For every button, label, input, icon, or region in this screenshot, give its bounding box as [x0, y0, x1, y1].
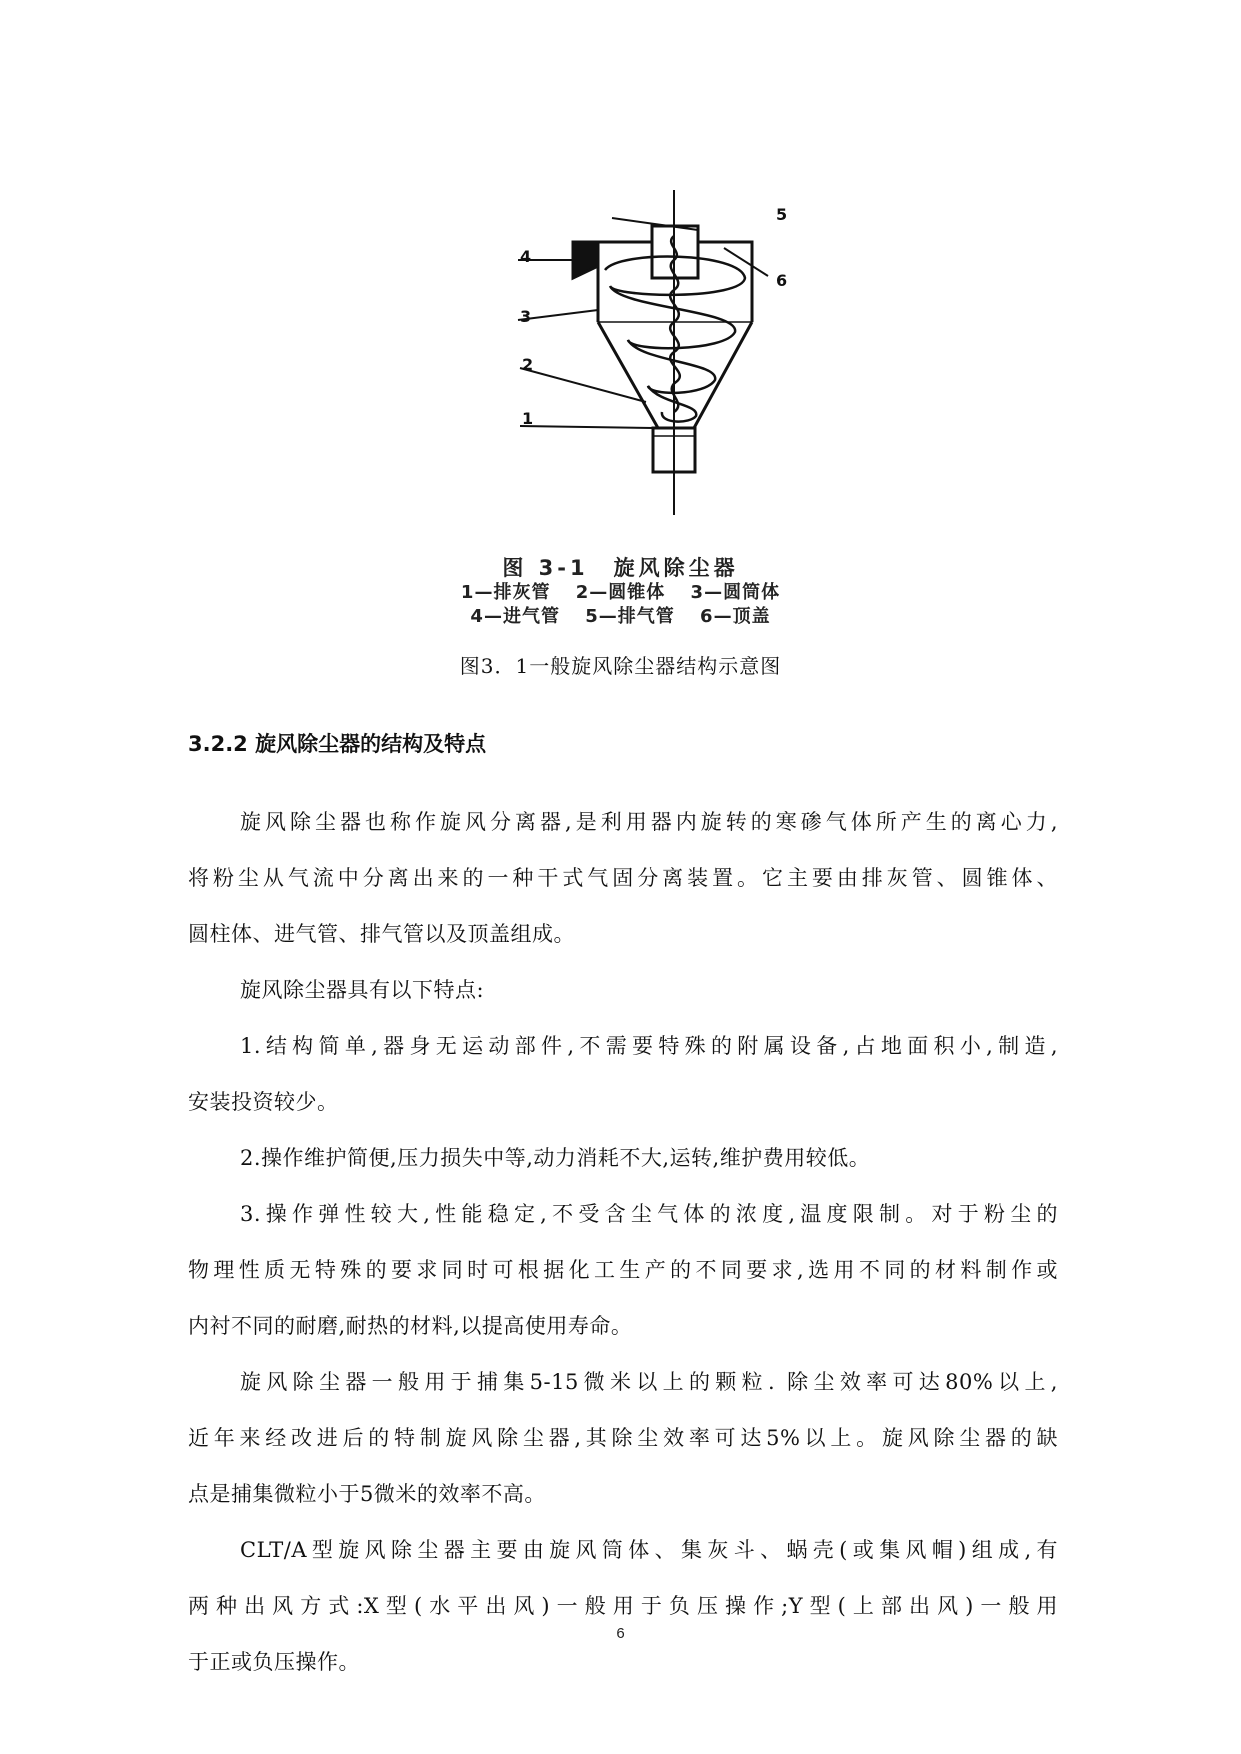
section-heading: 3.2.2 旋风除尘器的结构及特点: [188, 732, 487, 756]
text-line: 旋风除尘器一般用于捕集5-15微米以上的颗粒. 除尘效率可达80%以上,: [240, 1370, 1058, 1394]
inlet-pipe: [573, 242, 598, 278]
text-line: 内衬不同的耐磨,耐热的材料,以提高使用寿命。: [188, 1314, 633, 1338]
figure-legend-line-2: [0, 602, 1241, 628]
callout-2: 2: [522, 355, 534, 374]
text-line: 圆柱体、进气管、排气管以及顶盖组成。: [188, 922, 575, 946]
text-line: 将粉尘从气流中分离出来的一种干式气固分离装置。它主要由排灰管、圆锥体、: [188, 866, 1058, 890]
page-number: 6: [616, 1625, 625, 1642]
text-line: 3.操作弹性较大,性能稳定,不受含尘气体的浓度,温度限制。对于粉尘的: [240, 1202, 1058, 1226]
legend-item: 3—圆筒体: [690, 582, 781, 603]
text-line: 两种出风方式:X型(水平出风)一般用于负压操作;Y型(上部出风)一般用: [188, 1594, 1058, 1618]
text-line: 1.结构简单,器身无运动部件,不需要特殊的附属设备,占地面积小,制造,: [240, 1034, 1058, 1058]
callout-3: 3: [520, 307, 532, 326]
figure-caption: 图3．1一般旋风除尘器结构示意图: [459, 654, 782, 678]
text-line: 安装投资较少。: [188, 1090, 339, 1114]
body-text: [188, 794, 1058, 1690]
legend-item: 4—进气管: [470, 606, 560, 627]
legend-item: 6—顶盖: [700, 606, 771, 627]
text-line: CLT/A型旋风除尘器主要由旋风筒体、集灰斗、蜗壳(或集风帽)组成,有: [240, 1538, 1058, 1562]
text-line: 旋风除尘器具有以下特点:: [240, 978, 485, 1002]
callout-6: 6: [776, 271, 788, 290]
legend-item: 1—排灰管: [460, 582, 551, 603]
text-line: 物理性质无特殊的要求同时可根据化工生产的不同要求,选用不同的材料制作或: [188, 1258, 1058, 1282]
figure-legend-line-1: [0, 578, 1241, 604]
text-line: 于正或负压操作。: [188, 1650, 360, 1674]
legend-item: 5—排气管: [585, 606, 675, 627]
text-line: 2.操作维护简便,压力损失中等,动力消耗不大,运转,维护费用较低。: [240, 1146, 871, 1170]
callout-4: 4: [520, 247, 532, 266]
callout-5: 5: [776, 205, 788, 224]
text-line: 旋风除尘器也称作旋风分离器,是利用器内旋转的寒碜气体所产生的离心力,: [240, 810, 1058, 834]
text-line: 点是捕集微粒小于5微米的效率不高。: [188, 1482, 546, 1506]
text-line: 近年来经改进后的特制旋风除尘器,其除尘效率可达5%以上。旋风除尘器的缺: [188, 1426, 1058, 1450]
legend-item: 2—圆锥体: [575, 582, 666, 603]
callout-1: 1: [522, 409, 534, 428]
figure-title: 图 3-1 旋风除尘器: [502, 556, 739, 580]
